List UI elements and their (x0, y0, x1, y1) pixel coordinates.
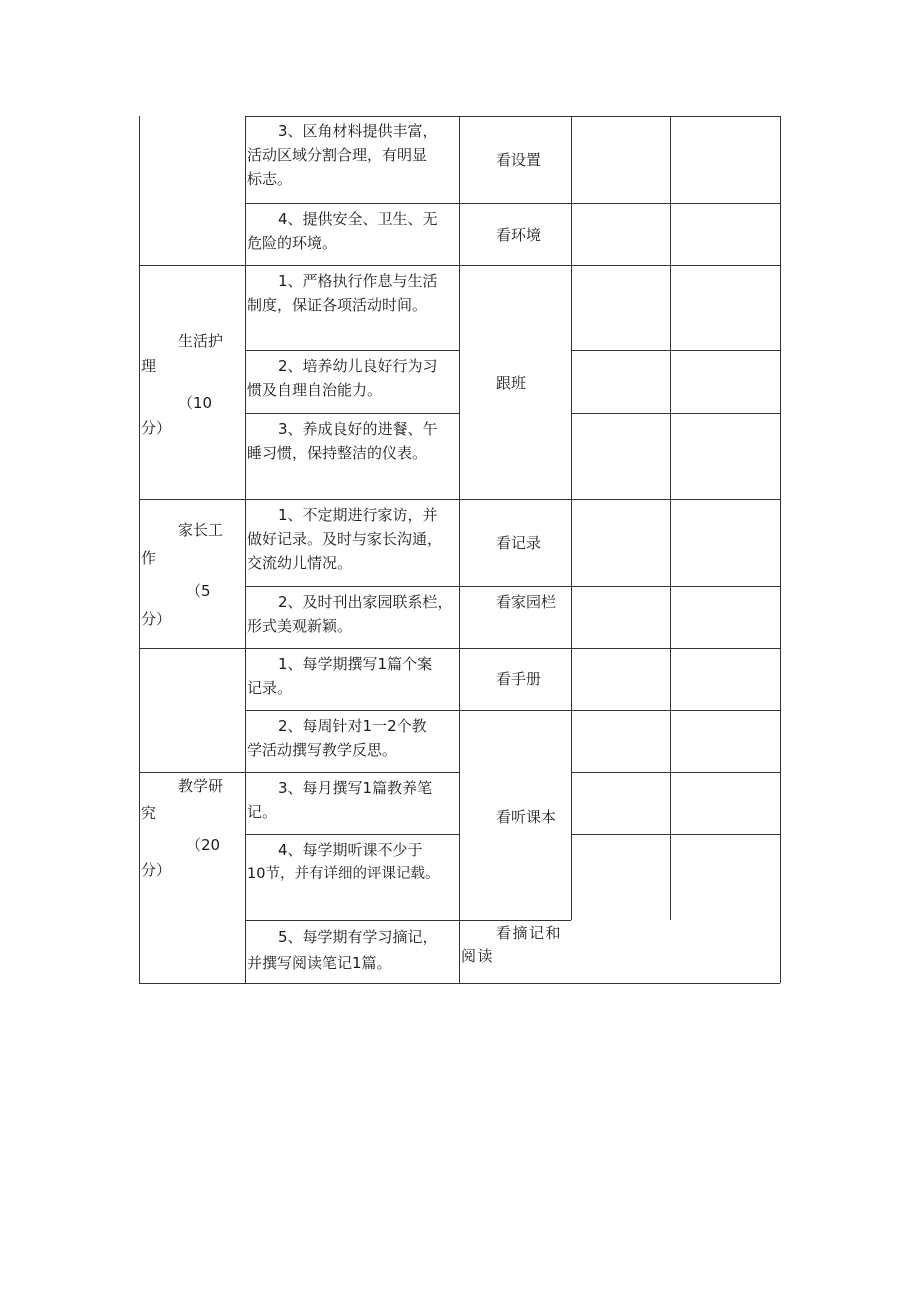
table-rule (245, 586, 780, 587)
content-line: 记。 (247, 803, 278, 821)
content-line: 危险的环境。 (247, 234, 338, 252)
category-line: 分） (141, 610, 172, 628)
content-line: 学活动撰写教学反思。 (247, 741, 398, 759)
content-line: 10节，并有详细的评课记载。 (247, 866, 440, 882)
table-rule (139, 983, 780, 984)
category-line: 究 (141, 804, 157, 822)
content-line: 2、及时刊出家园联系栏， (278, 593, 453, 611)
content-line: 睡习惯，保持整洁的仪表。 (247, 444, 428, 462)
table-rule (245, 203, 780, 204)
table-rule (571, 772, 780, 773)
method-cell: 跟班 (496, 374, 527, 392)
content-line: 1、不定期进行家访，并 (278, 506, 438, 524)
content-line: 2、培养幼儿良好行为习 (278, 357, 438, 375)
content-line: 做好记录。及时与家长沟通， (247, 530, 443, 548)
category-line: 教学研 (178, 777, 224, 795)
content-line: 3、区角材料提供丰富， (278, 122, 438, 140)
category-line: 家长工 (178, 521, 224, 539)
table-rule (459, 116, 460, 983)
content-line: 2、每周针对1一2个教 (278, 717, 427, 735)
table-rule (245, 920, 571, 921)
content-line: 形式美观新颖。 (247, 617, 353, 635)
content-line: 5、每学期有学习摘记， (278, 928, 438, 946)
method-cell: 看记录 (496, 534, 542, 552)
content-line: 惯及自理自治能力。 (247, 381, 383, 399)
content-line: 3、养成良好的进餐、午 (278, 420, 438, 438)
table-rule (571, 413, 780, 414)
table-rule (670, 116, 671, 920)
method-cell: 看环境 (496, 226, 542, 244)
table-rule (245, 710, 780, 711)
content-line: 活动区域分割合理，有明显 (247, 146, 428, 164)
method-cell: 看摘记和阅读 (461, 924, 563, 965)
category-line: 作 (141, 549, 157, 567)
content-line: 标志。 (247, 170, 293, 188)
method-cell: 看听课本 (496, 808, 557, 826)
table-rule (245, 116, 780, 117)
table-rule (571, 116, 572, 920)
table-rule (571, 350, 780, 351)
table-rule (245, 116, 246, 983)
category-line: 分） (141, 861, 172, 879)
content-line: 制度，保证各项活动时间。 (247, 296, 428, 314)
category-line: （5 (186, 582, 211, 600)
content-line: 并撰写阅读笔记1篇。 (247, 954, 392, 972)
table-rule (139, 116, 140, 983)
content-line: 4、提供安全、卫生、无 (278, 210, 438, 228)
table-rule (245, 834, 459, 835)
content-line: 1、严格执行作息与生活 (278, 272, 438, 290)
content-line: 1、每学期撰写1篇个案 (278, 655, 433, 673)
table-rule (571, 834, 780, 835)
table-rule (245, 350, 459, 351)
content-line: 4、每学期听课不少于 (278, 841, 423, 859)
method-cell: 看手册 (496, 670, 542, 688)
category-line: （10 (178, 394, 213, 412)
method-cell: 看设置 (496, 151, 542, 169)
category-line: 理 (141, 357, 157, 375)
category-line: 生活护 (178, 332, 224, 350)
category-line: 分） (141, 419, 172, 437)
table-rule (780, 116, 781, 983)
table-rule (245, 772, 459, 773)
content-line: 交流幼儿情况。 (247, 554, 353, 572)
method-cell: 看家园栏 (496, 593, 557, 611)
content-line: 记录。 (247, 679, 293, 697)
content-line: 3、每月撰写1篇教养笔 (278, 779, 433, 797)
category-line: （20 (186, 836, 221, 854)
table-rule (245, 413, 459, 414)
